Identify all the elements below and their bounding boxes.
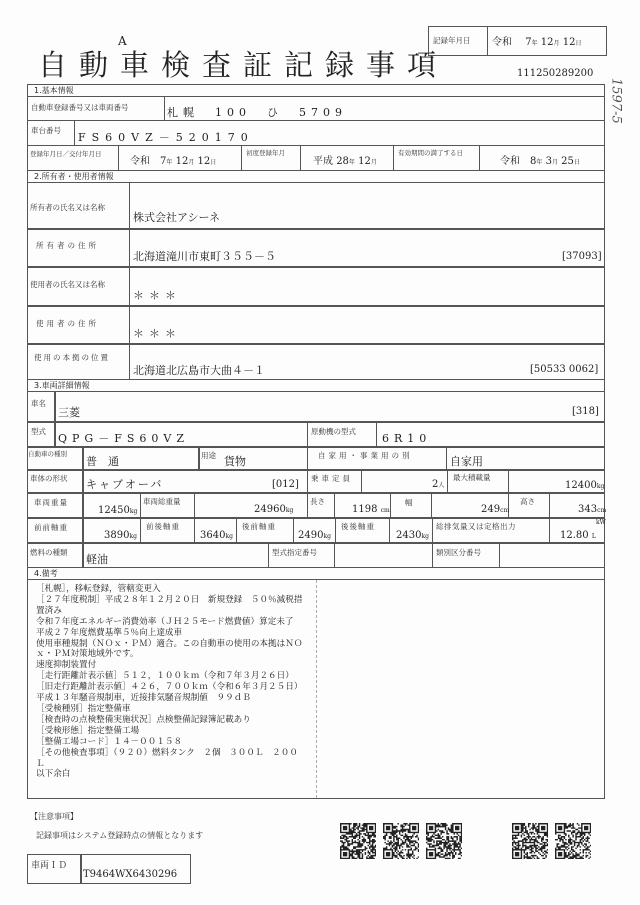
height-value: 343cm [578,504,607,515]
body-shape-label: 車体の形状 [30,474,68,483]
notice-text: 記録事項はシステム登録時点の情報となります [36,831,204,840]
height-label: 高さ [520,497,535,506]
base-location-value: 北海道北広島市大曲４－１ [133,364,265,377]
body-shape-value: キャブオーバ [86,478,164,491]
car-name-label: 車名 [31,399,46,408]
remarks-text: ［札幌］，移転登録，管轄変更入 ［２７年度税制］平成２８年１２月２０日 新規登録 ５０％減税措 置済み 令和７年度エネルギー消費効率（ＪＨ２５モード燃費値）算定未了 平成２７年度燃費基準５％向上達成車 使用車種規制（ＮＯｘ・ＰＭ）適合。この自動車の使用の本拠はＮＯ ｘ・ＰＭ対策地域外です。 速度抑制装置付 ［走行距離計表示値］５１２，１００ｋｍ（令和７年３月２６日） ［旧走行距離計表示値］４２６，７００ｋｍ（令和６年３月２５日） 平成１３年騒音規制車，近接排気騒音規制値 ９９ｄＢ ［受検種別］指定整備車 ［検査時の点検整備実施状況］点検整備記録簿記載あり ［受検形態］指定整備工場 ［整備工場コード］１４－００１５８ ［その他検査事項］（９２０）燃料タンク ２個 ３００Ｌ ２００ Ｌ 以下余白 [36,584,303,780]
divider [82,469,84,493]
user-name-label: 使用者の氏名又は名称 [30,280,105,289]
classification-label: 類別区分番号 [436,548,481,557]
divider [82,542,84,568]
kw-unit: kW [596,519,606,526]
model-value: QPG－FS60VZ [58,432,189,445]
document-number: 111250289200 [517,68,594,79]
owner-name-value: 株式会社アシーネ [133,211,221,224]
front-front-axle-label: 前前軸重 [34,523,68,532]
vehicle-id-label: 車両ＩＤ [31,861,68,871]
vehicle-weight-label: 車両重量 [34,498,68,507]
max-load-value: 12400kg [565,480,605,491]
user-address-value: ＊＊＊ [133,327,181,340]
use-value: 貨物 [224,455,246,468]
divider [198,446,200,470]
first-reg-value: 平成 28年 12月 [313,156,377,167]
private-commercial-label: 自家用・事業用の別 [318,451,413,460]
expiry-label: 有効期間の満了する日 [398,149,463,157]
section-owner-info: 2.所有者・使用者情報 [27,170,605,183]
length-label: 長さ [310,497,325,506]
owner-address-label: 所有者の住所 [36,241,99,250]
engine-model-label: 原動機の型式 [311,427,356,436]
record-date-cell [487,26,607,56]
divider [82,492,84,518]
qr-code-icon [383,823,419,859]
qr-code-icon [512,823,548,859]
page-title: 自動車検査証記録事項 [38,48,449,82]
divider [54,421,56,447]
record-date: 令和 7年 12月 12日 [492,37,582,48]
base-location-label: 使用の本拠の位置 [34,353,110,362]
chassis-label: 車台番号 [31,126,61,135]
body-shape-code: [012] [272,479,299,490]
remarks-divider [316,580,317,798]
reg-number-value: 札幌 100 ひ 5709 [167,106,347,119]
qr-code-icon [555,823,591,859]
rear-front-axle-value: 2490kg [298,530,331,541]
reg-date-value: 令和 7年 12月 12日 [130,156,217,167]
user-address-label: 使用者の住所 [36,319,99,328]
gross-weight-label: 車両総重量 [143,497,181,506]
model-label: 型式 [31,427,46,436]
length-value: 1198 cm [352,504,390,515]
qr-code-icon [340,823,376,859]
first-reg-label: 初度登録年月 [246,149,285,157]
car-name-value: 三菱 [58,406,80,419]
owner-address-value: 北海道滝川市東町３５５－５ [133,250,276,263]
fuel-type-label: 燃料の種類 [30,548,68,557]
rear-rear-axle-value: 2430kg [396,530,429,541]
divider [27,228,605,230]
notice-title: 【注意事項】 [30,812,78,821]
front-front-axle-value: 3890kg [104,530,137,541]
divider [27,343,605,345]
front-rear-axle-label: 前後軸重 [146,522,180,531]
vehicle-kind-label: 自動車の種別 [28,450,67,458]
owner-address-code: [37093] [562,251,602,262]
divider [27,266,605,268]
divider [54,391,56,422]
private-commercial-value: 自家用 [450,455,483,468]
divider [82,446,84,470]
record-date-label: 記録年月日 [433,36,471,45]
car-name-code: [318] [572,406,599,417]
owner-name-label: 所有者の氏名又は名称 [30,203,105,212]
engine-model-value: 6R10 [382,432,432,445]
chassis-value: FS60VZ－520170 [78,131,254,144]
expiry-value: 令和 8年 3月 25日 [500,156,580,167]
max-load-label: 最大積載量 [453,473,491,482]
rear-front-axle-label: 後前軸重 [242,522,276,531]
vehicle-id-value: T9464WX6430296 [83,869,178,880]
type-designation-label: 型式指定番号 [272,548,317,557]
gross-weight-value: 24960kg [254,504,294,515]
handwritten-note: 1597-5 [608,78,624,124]
capacity-value: 2人 [432,479,445,490]
user-name-value: ＊＊＊ [133,289,181,302]
section-basic-info: 1.基本情報 [27,84,605,97]
divider [82,517,84,543]
fuel-type-value: 軽油 [86,553,108,566]
reg-date-label: 登録年月日／交付年月日 [30,150,102,158]
capacity-label: 乗車定員 [311,474,353,483]
form-letter: A [118,34,127,48]
displacement-label: 総排気量又は定格出力 [436,522,516,531]
vehicle-weight-value: 12450kg [98,505,138,516]
divider [80,854,82,884]
section-remarks: 4.備考 [27,567,605,580]
rear-rear-axle-label: 後後軸重 [341,522,375,531]
vehicle-kind-value: 普 通 [86,455,119,468]
section-vehicle-details: 3.車両詳細情報 [27,379,605,392]
qr-code-icon [426,823,462,859]
base-location-code: [50533 0062] [530,364,599,375]
width-label: 幅 [405,498,413,507]
width-value: 249cm [481,504,510,515]
use-label: 用途 [201,451,216,460]
divider [27,305,605,307]
front-rear-axle-value: 3640kg [200,530,233,541]
displacement-value: 12.80 L [560,530,596,541]
reg-number-label: 自動車登録番号又は車両番号 [31,103,129,112]
